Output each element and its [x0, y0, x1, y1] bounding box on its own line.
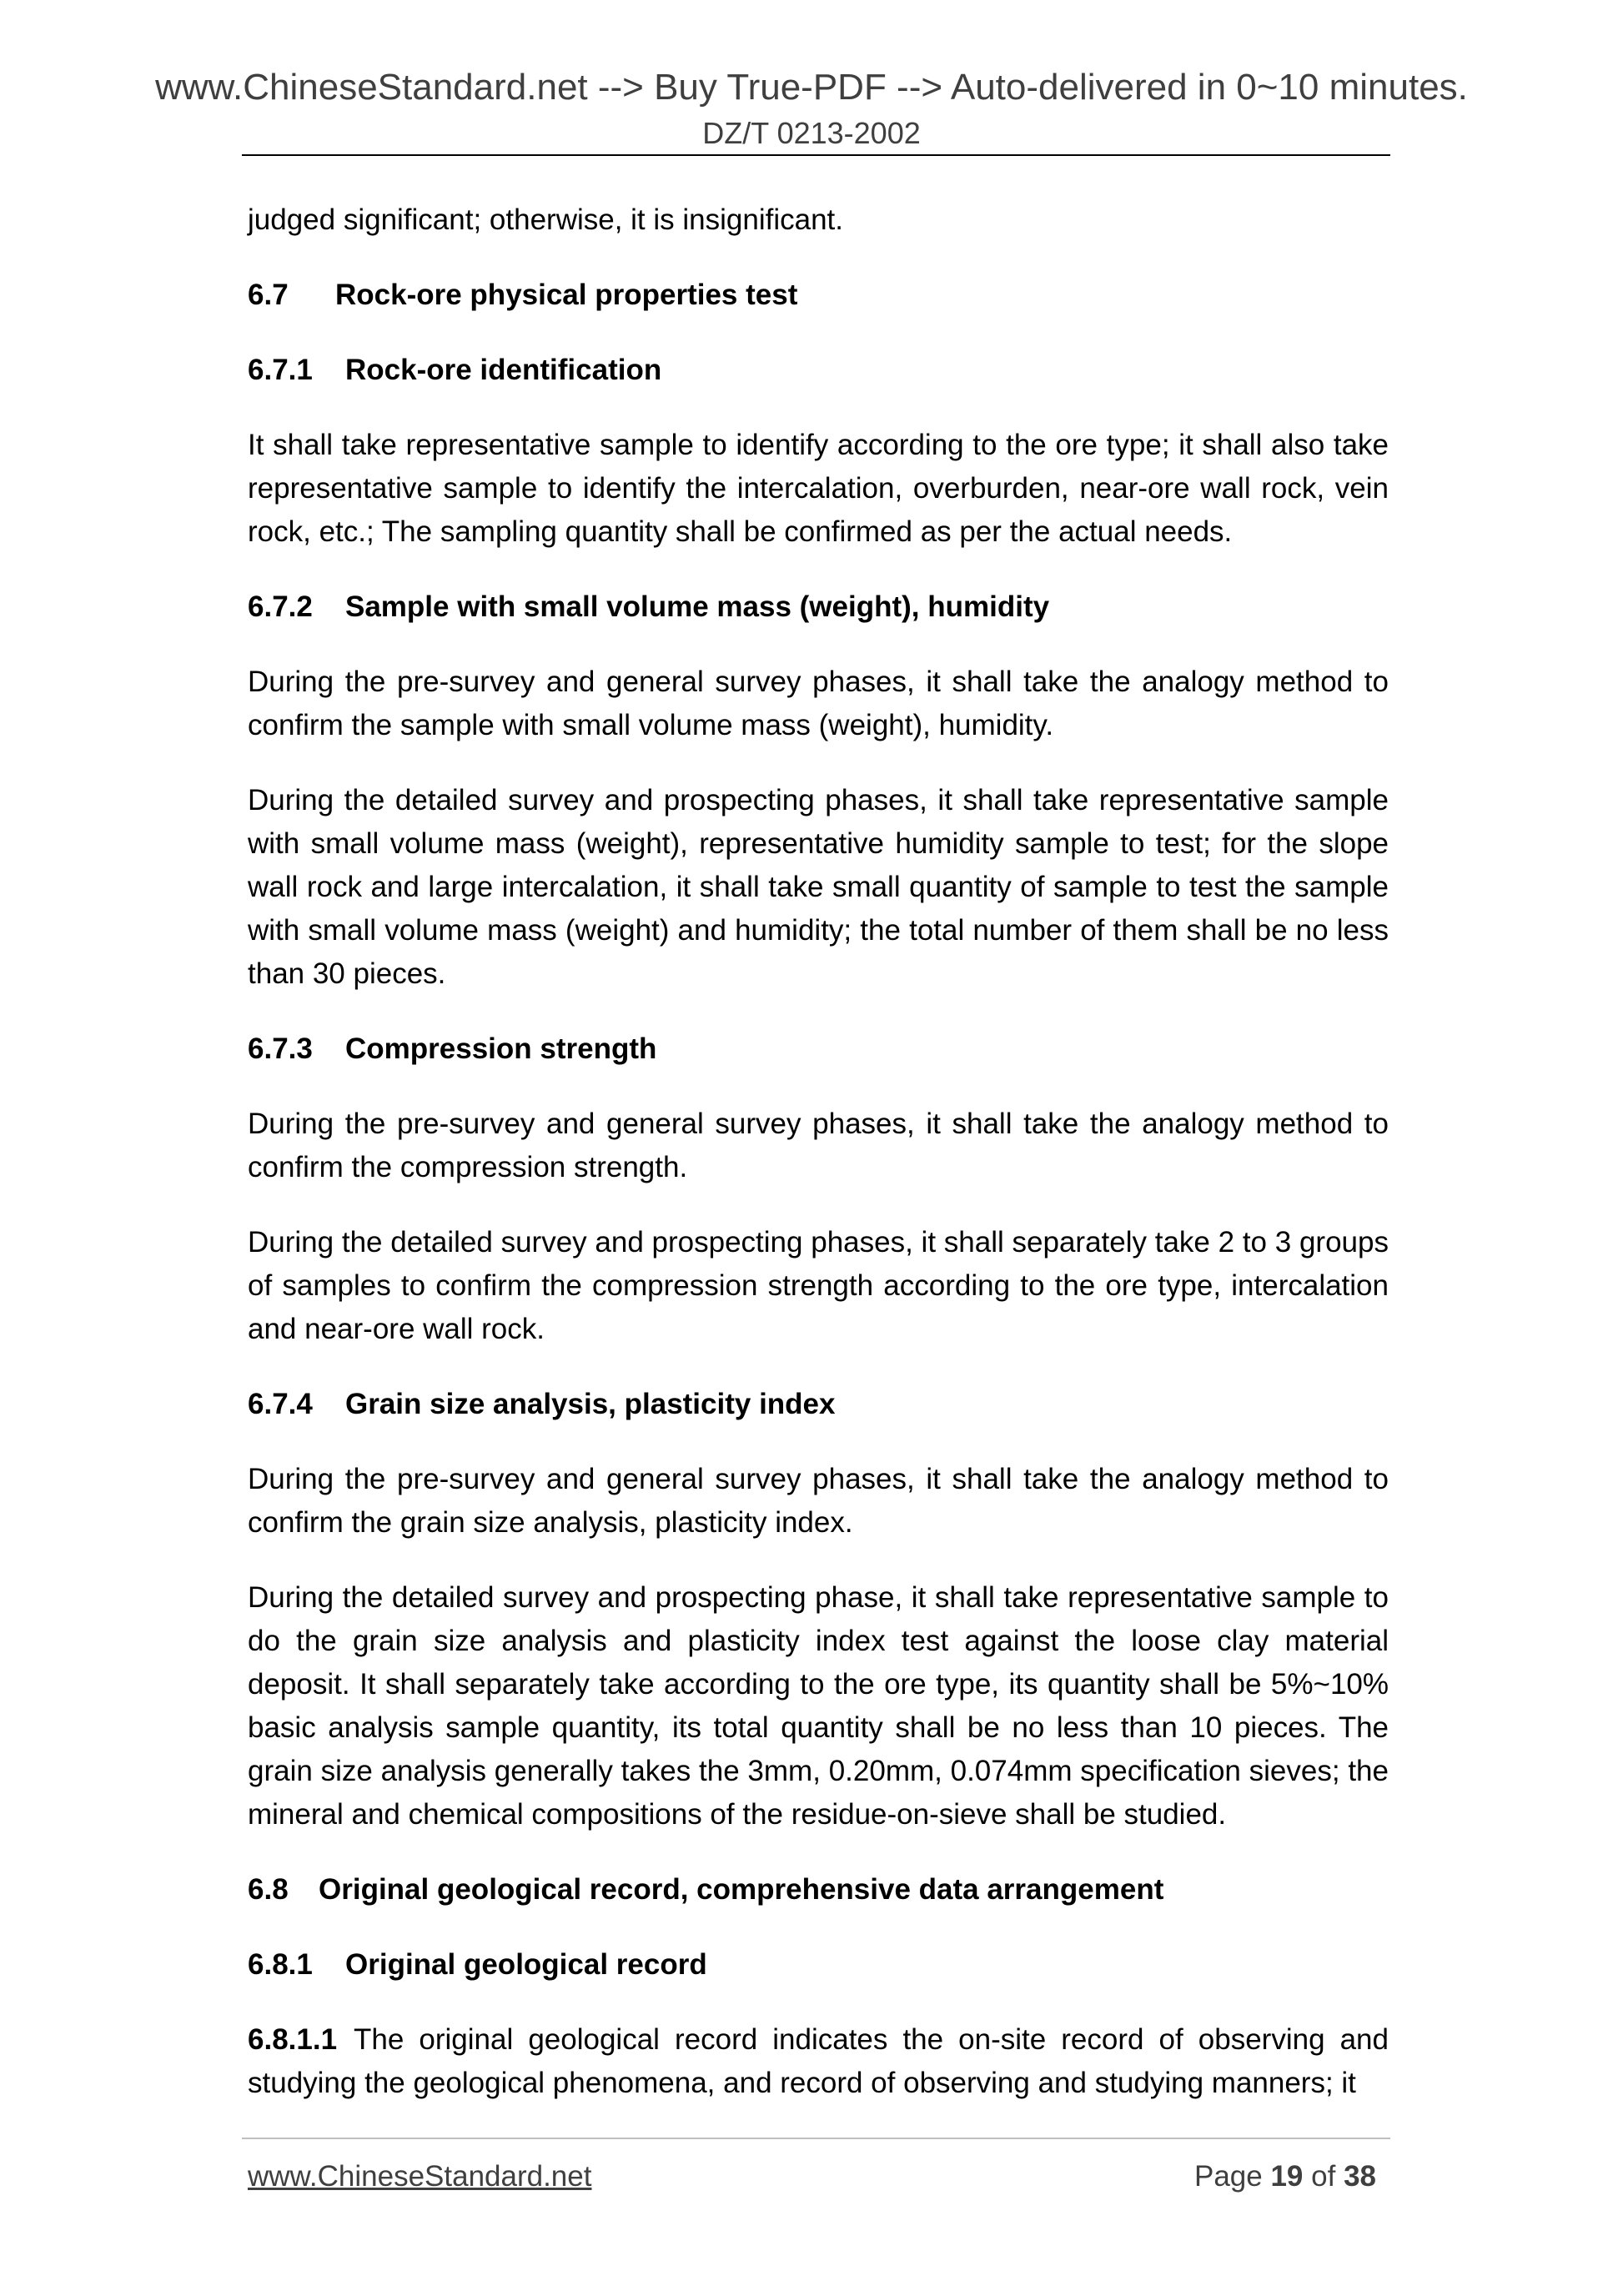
paragraph: During the pre-survey and general survey phases, it shall take the analogy method to confirm the compression strength. — [248, 1108, 1389, 1183]
footer-divider — [242, 2138, 1390, 2139]
page-total: 38 — [1344, 2160, 1376, 2193]
paragraph: During the pre-survey and general survey phases, it shall take the analogy method to confirm the grain size analysis, plasticity index. — [248, 1463, 1389, 1539]
section-heading-6-7-4 — [248, 1383, 1389, 1426]
section-number: 6.7.1 — [248, 354, 313, 386]
paragraph: During the pre-survey and general survey phases, it shall take the analogy method to confirm the sample with small volume mass (weight), humidity. — [248, 666, 1389, 741]
section-number: 6.7.4 — [248, 1388, 313, 1420]
section-heading-6-7-3 — [248, 1027, 1389, 1071]
section-number: 6.8.1 — [248, 1948, 313, 1981]
section-heading-6-8-1 — [248, 1943, 1389, 1987]
section-heading-6-7-1 — [248, 349, 1389, 392]
standard-code: DZ/T 0213-2002 — [702, 116, 921, 150]
section-title: Rock-ore physical properties test — [335, 279, 798, 311]
section-heading-6-8 — [248, 1868, 1389, 1912]
section-title: Rock-ore identification — [345, 354, 662, 386]
page-label: Page — [1193, 2160, 1263, 2193]
section-number: 6.7.3 — [248, 1032, 313, 1065]
section-title: Original geological record — [345, 1948, 707, 1981]
document-body — [248, 198, 1389, 2137]
page-current: 19 — [1270, 2160, 1304, 2193]
section-heading-6-7 — [248, 274, 1389, 317]
section-number: 6.7.2 — [248, 590, 313, 623]
clause-6-8-1-1 — [248, 2018, 1389, 2105]
paragraph: During the detailed survey and prospecting phases, it shall take representative sample with small volume mass (weight), representative humidity sample to test; for the slope wall rock and large intercalation, it shall take small quantity of sample to test the sample with small volume mass (weight) and humidity; the total number of them shall be no less than 30 pieces. — [248, 784, 1389, 990]
header-banner[interactable]: www.ChineseStandard.net --> Buy True-PDF --> Auto-delivered in 0~10 minutes. — [155, 67, 1468, 108]
paragraph: During the detailed survey and prospecting phases, it shall separately take 2 to 3 groups of samples to confirm the compression strength according to the ore type, intercalation and near-ore wall rock. — [248, 1226, 1389, 1345]
page-of: of — [1311, 2160, 1336, 2193]
paragraph: judged significant; otherwise, it is insignificant. — [248, 203, 843, 236]
footer-website-link[interactable]: www.ChineseStandard.net — [248, 2160, 592, 2193]
paragraph: During the detailed survey and prospecting phase, it shall take representative sample to do the grain size analysis and plasticity index test against the loose clay material deposit. It shall separately take according to the ore type, its quantity shall be 5%~10% basic analysis sample quantity, its total quantity shall be no less than 10 pieces. The grain size analysis generally takes the 3mm, 0.20mm, 0.074mm specification sieves; the mineral and chemical compositions of the residue-on-sieve shall be studied. — [248, 1581, 1389, 1831]
section-title: Compression strength — [345, 1032, 657, 1065]
section-number: 6.8 — [248, 1873, 289, 1906]
clause-number: 6.8.1.1 — [248, 2023, 338, 2056]
paragraph: It shall take representative sample to identify according to the ore type; it shall also take representative sample to identify the intercalation, overburden, near-ore wall rock, vein rock, etc.; The sampling quantity shall be confirmed as per the actual needs. — [248, 429, 1389, 548]
section-heading-6-7-2 — [248, 585, 1389, 629]
section-title: Original geological record, comprehensive data arrangement — [319, 1873, 1164, 1906]
header-divider — [242, 154, 1390, 156]
section-title: Grain size analysis, plasticity index — [345, 1388, 836, 1420]
page-number — [1194, 2158, 1376, 2195]
section-title: Sample with small volume mass (weight), humidity — [345, 590, 1050, 623]
section-number: 6.7 — [248, 279, 289, 311]
clause-text: The original geological record indicates the on-site record of observing and studying the geological phenomena, and record of observing and studying manners; it — [248, 2023, 1389, 2099]
